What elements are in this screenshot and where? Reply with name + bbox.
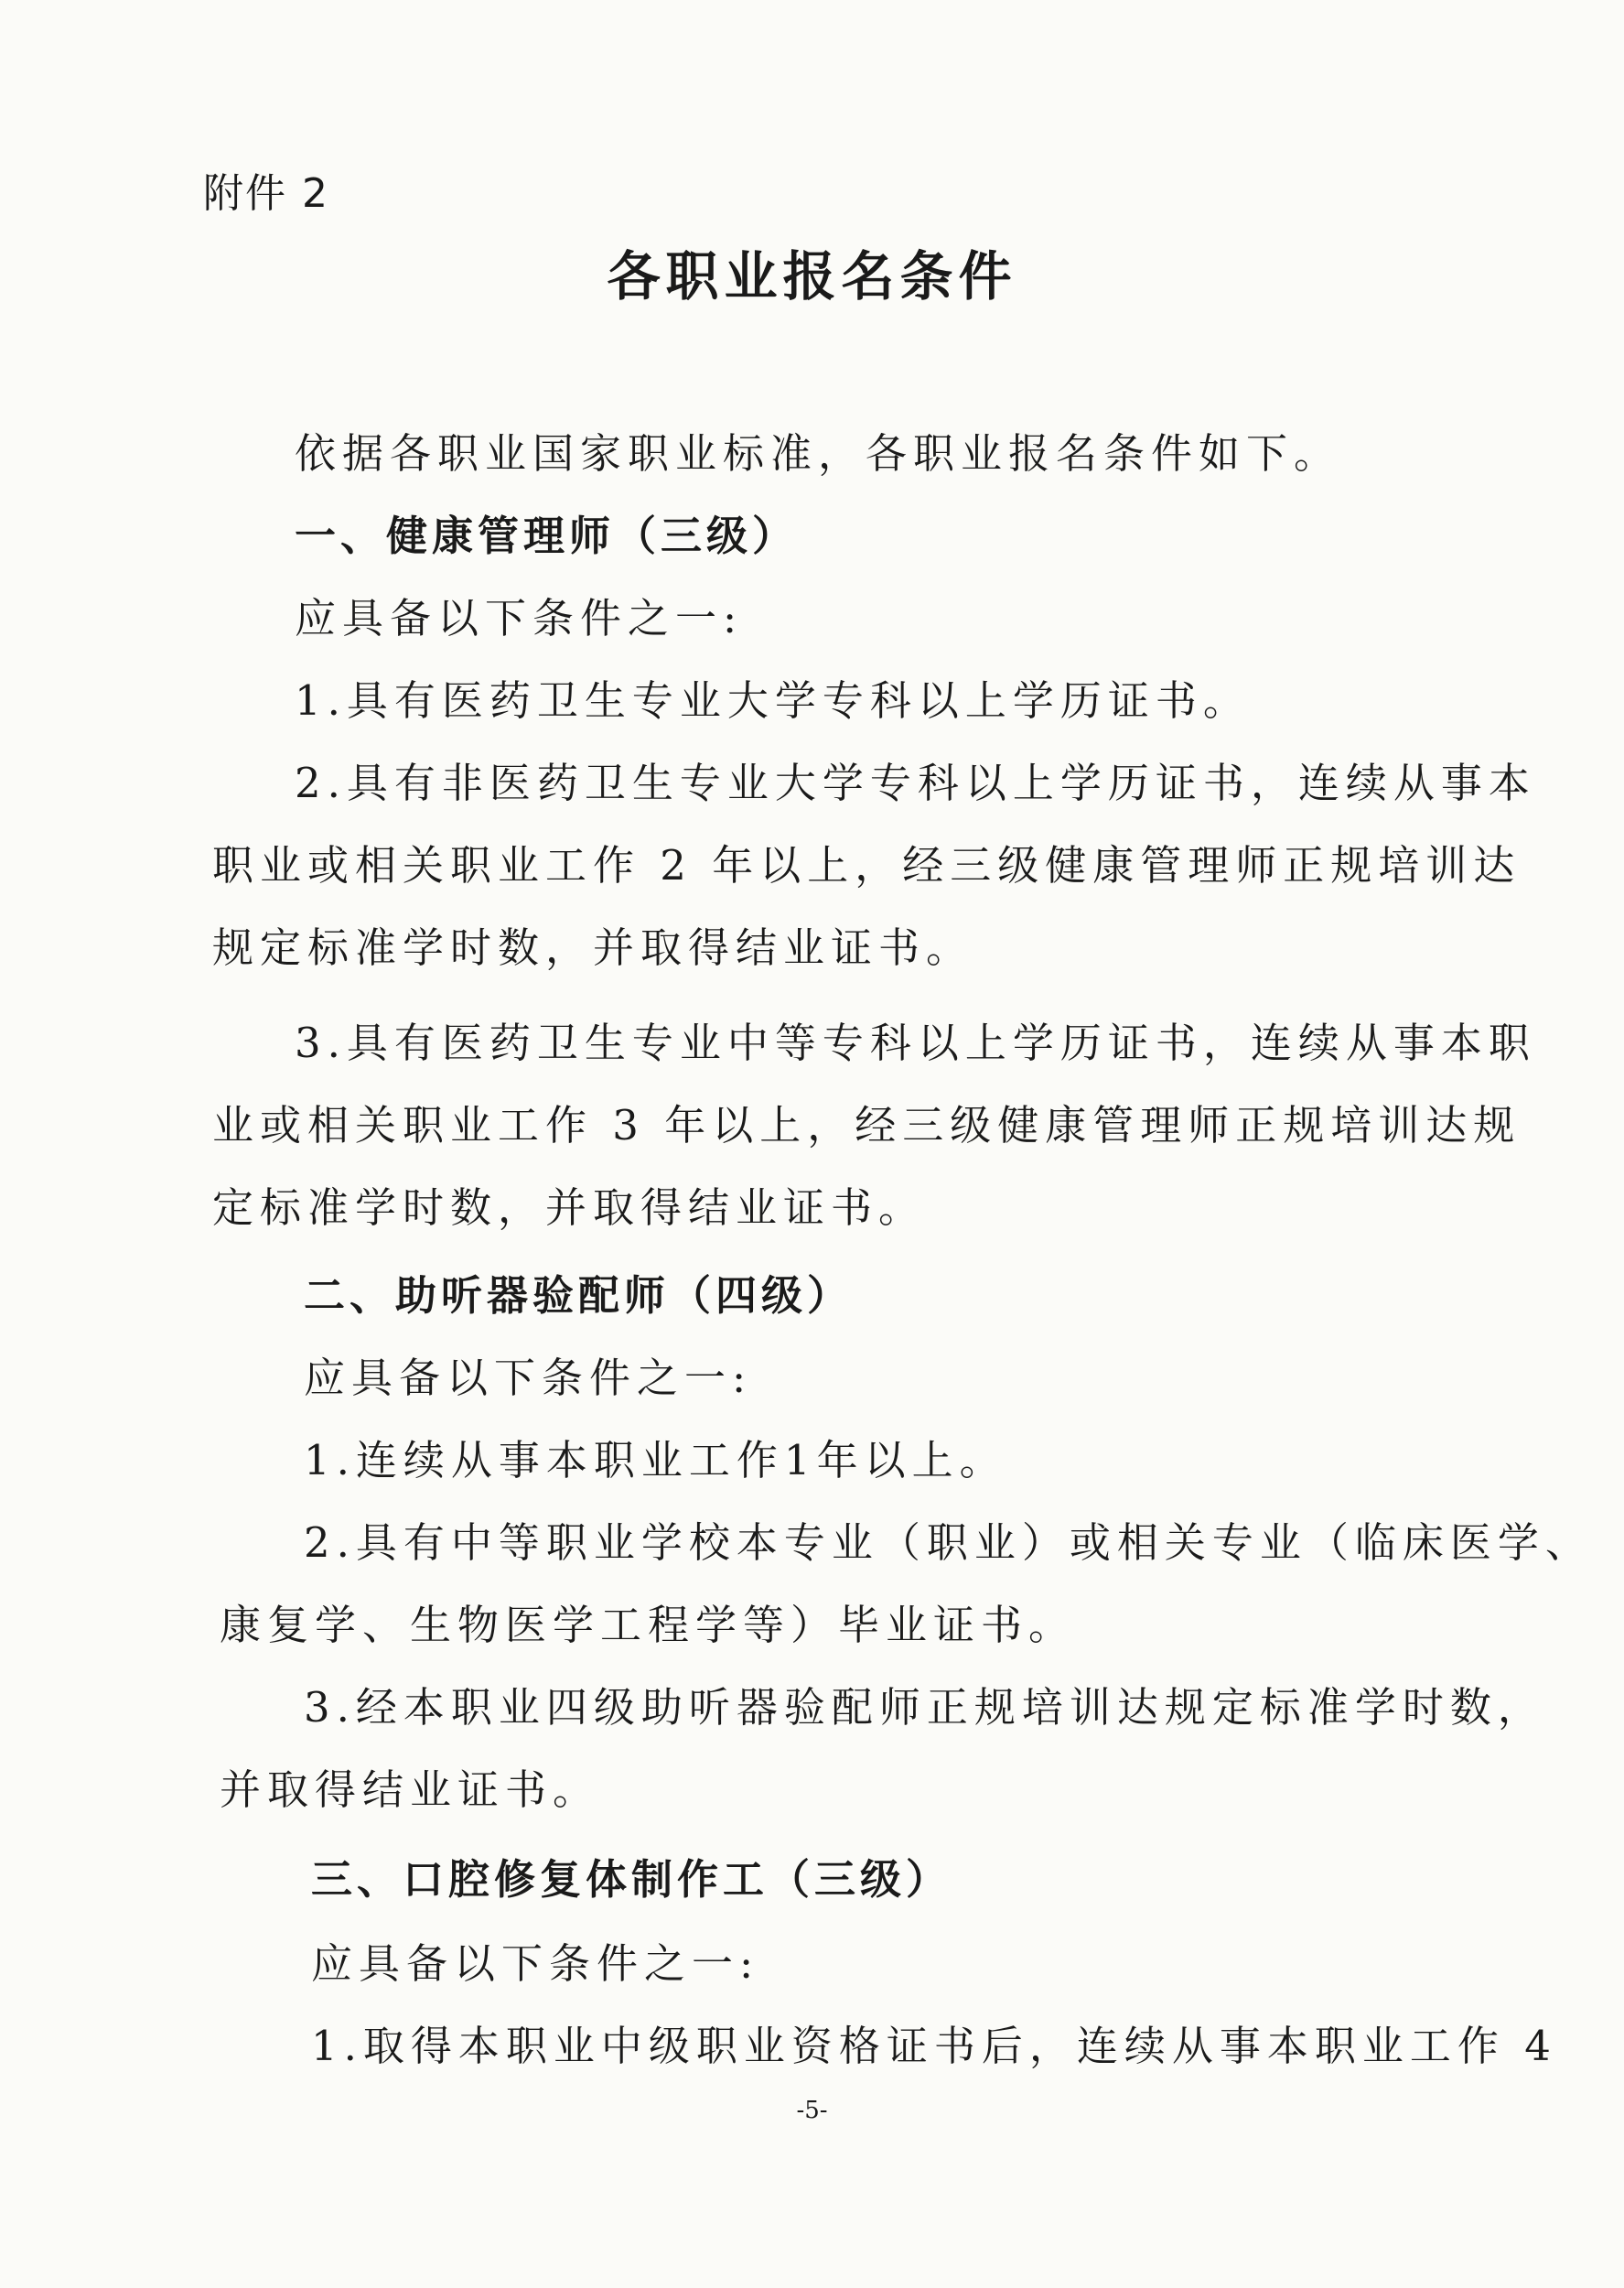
section-3-item-1-line-1: 1.取得本职业中级职业资格证书后，连续从事本职业工作 4 [311,2022,1557,2070]
page-title: 各职业报名条件 [607,245,1017,308]
section-2-item-1-line-1: 1.连续从事本职业工作1年以上。 [304,1436,1007,1484]
section-heading-3: 三、口腔修复体制作工（三级） [311,1855,952,1904]
section-lead-3: 应具备以下条件之一: [311,1939,760,1988]
section-2-item-2-line-2: 康复学、生物医学工程学等）毕业证书。 [220,1601,1077,1649]
section-1-item-3-line-1: 3.具有医药卫生专业中等专科以上学历证书，连续从事本职 [295,1019,1536,1067]
section-1-item-2-line-3: 规定标准学时数，并取得结业证书。 [212,923,974,972]
section-heading-2: 二、助听器验配师（四级） [304,1271,854,1320]
section-2-item-2-line-1: 2.具有中等职业学校本专业（职业）或相关专业（临床医学、 [304,1518,1593,1567]
section-lead-2: 应具备以下条件之一: [304,1354,753,1402]
section-heading-1: 一、健康管理师（三级） [295,512,799,560]
section-1-item-3-line-3: 定标准学时数，并取得结业证书。 [212,1183,927,1232]
section-1-item-1-line-1: 1.具有医药卫生专业大学专科以上学历证书。 [295,676,1251,725]
section-1-item-3-line-2: 业或相关职业工作 3 年以上，经三级健康管理师正规培训达规 [212,1101,1522,1149]
section-2-item-3-line-2: 并取得结业证书。 [220,1765,601,1814]
section-1-item-2-line-2: 职业或相关职业工作 2 年以上，经三级健康管理师正规培训达 [212,841,1522,890]
section-2-item-3-line-1: 3.经本职业四级助听器验配师正规培训达规定标准学时数， [304,1683,1545,1732]
section-1-item-2-line-1: 2.具有非医药卫生专业大学专科以上学历证书，连续从事本 [295,759,1536,807]
attachment-label: 附件 2 [203,170,329,217]
section-lead-1: 应具备以下条件之一: [295,594,744,642]
page-number: -5- [796,2097,828,2124]
intro-paragraph: 依据各职业国家职业标准，各职业报名条件如下。 [295,429,1342,478]
